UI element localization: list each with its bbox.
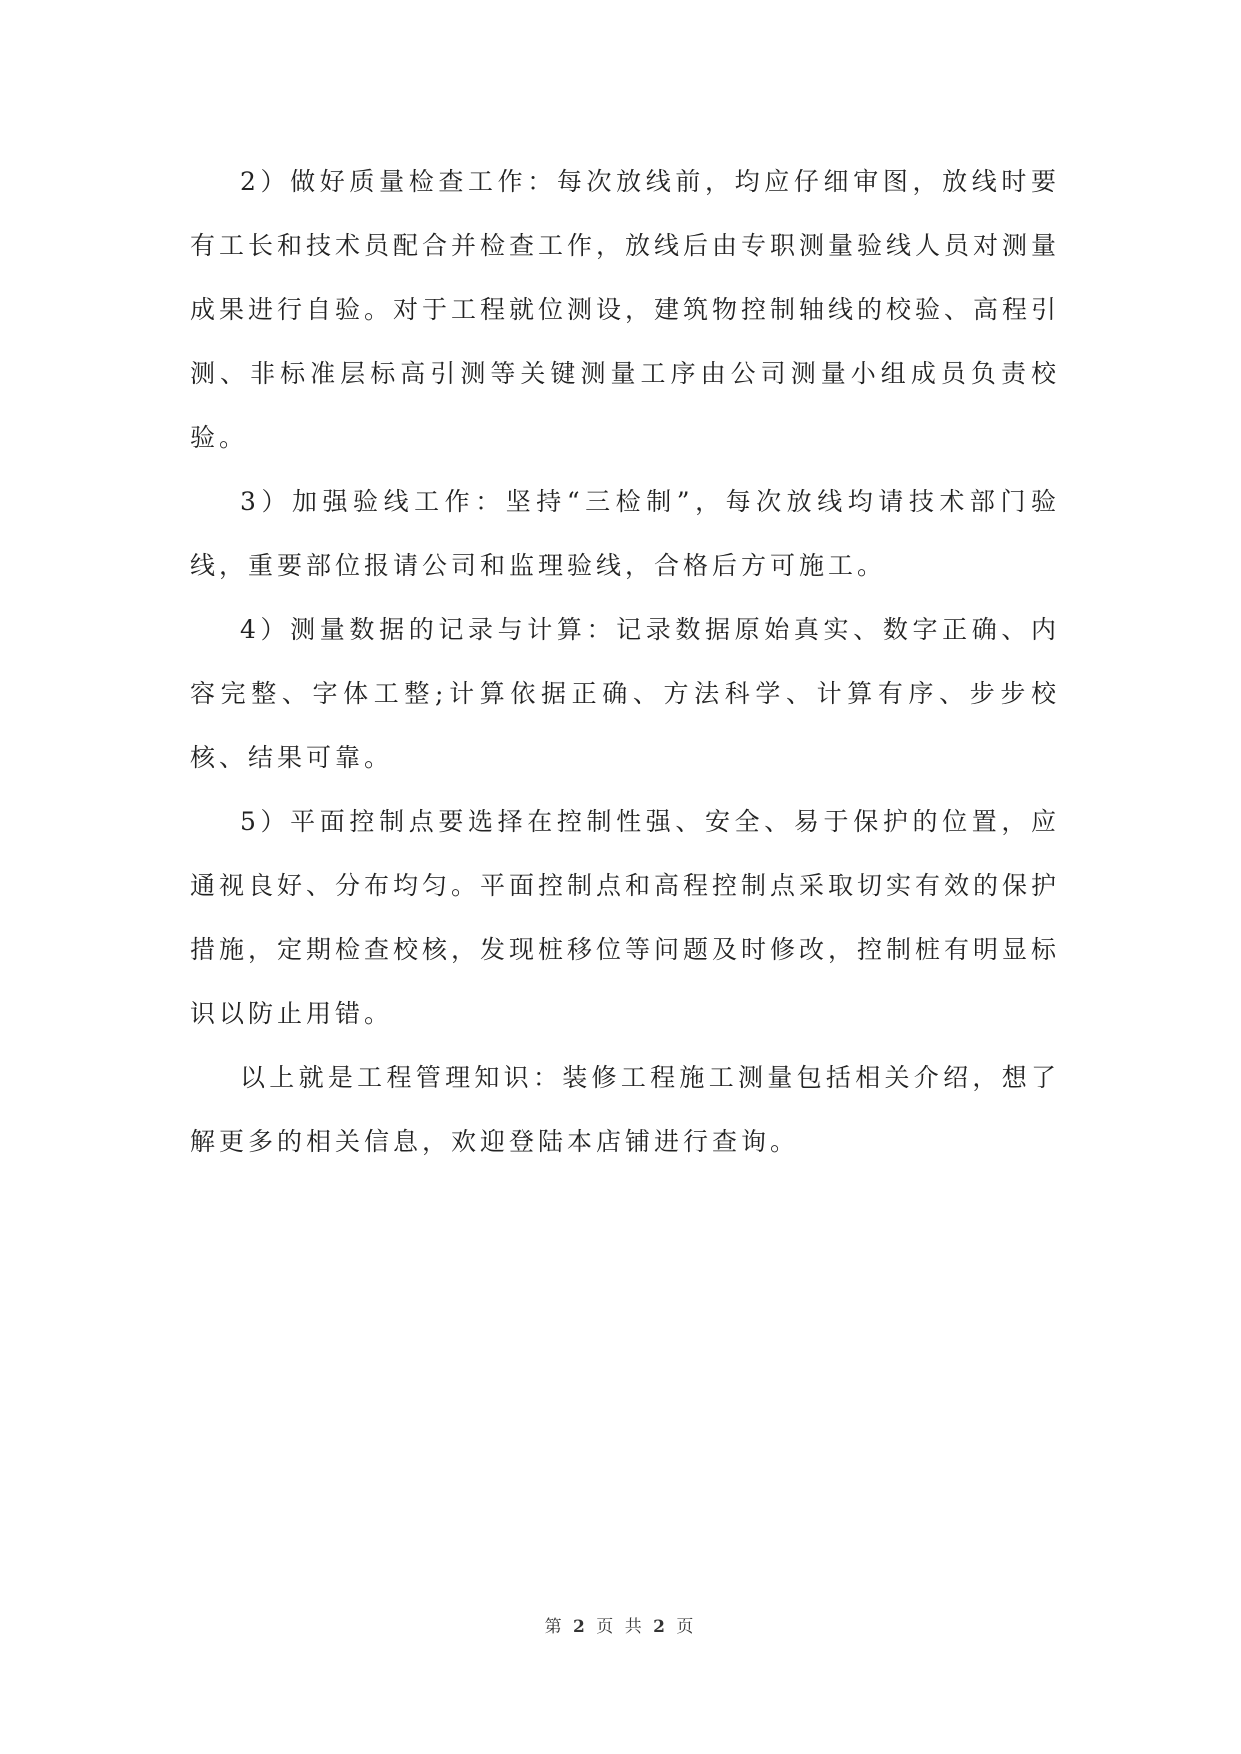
footer-middle: 页 共 [596, 1617, 645, 1637]
paragraph-line-verification: 3）加强验线工作：坚持“三检制”，每次放线均请技术部门验线，重要部位报请公司和监理验线，合格后方可施工。 [190, 487, 1060, 580]
paragraph-data-recording: 4）测量数据的记录与计算：记录数据原始真实、数字正确、内容完整、字体工整;计算依据正确、方法科学、计算有序、步步校核、结果可靠。 [190, 615, 1060, 772]
document-body [190, 150, 1060, 1174]
footer-prefix: 第 [544, 1617, 565, 1637]
paragraph-quality-check: 2）做好质量检查工作：每次放线前，均应仔细审图，放线时要有工长和技术员配合并检查工作，放线后由专职测量验线人员对测量成果进行自验。对于工程就位测设，建筑物控制轴线的校验、高程引测、非标准层标高引测等关键测量工序由公司测量小组成员负责校验。 [190, 167, 1061, 452]
paragraph-control-points: 5）平面控制点要选择在控制性强、安全、易于保护的位置，应通视良好、分布均匀。平面控制点和高程控制点采取切实有效的保护措施，定期检查校核，发现桩移位等问题及时修改，控制桩有明显标识以防止用错。 [190, 807, 1061, 1028]
footer-current-page: 2 [573, 1617, 588, 1637]
footer-total-pages: 2 [653, 1617, 668, 1637]
page-number-footer [0, 1612, 1241, 1637]
paragraph-conclusion: 以上就是工程管理知识：装修工程施工测量包括相关介绍，想了解更多的相关信息，欢迎登陆本店铺进行查询。 [190, 1063, 1060, 1156]
footer-suffix: 页 [676, 1617, 697, 1637]
